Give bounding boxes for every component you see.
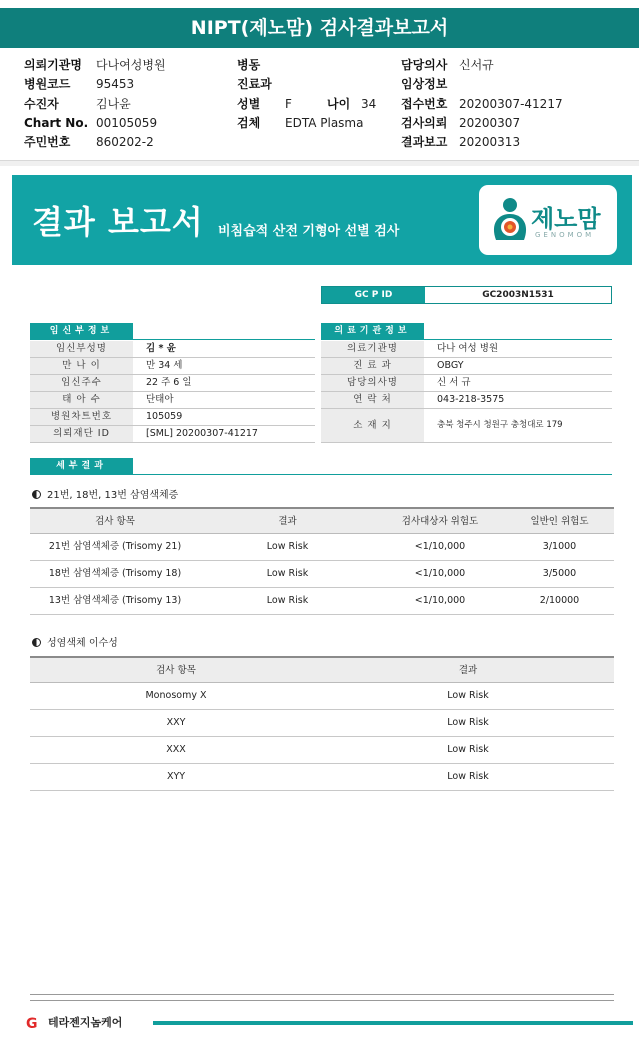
info-key: 연 락 처: [321, 392, 424, 408]
info-key: 진 료 과: [321, 358, 424, 374]
trisomy-heading: [32, 486, 178, 501]
table-cell: <1/10,000: [414, 541, 466, 552]
header-label: 의뢰기관명: [24, 58, 82, 72]
header-col-2: [237, 56, 376, 133]
header-field: [401, 133, 563, 152]
header-label: 병원코드: [24, 77, 71, 92]
header-label: 성별: [237, 96, 261, 111]
table-row: [30, 683, 614, 710]
header-label: 수진자: [24, 96, 59, 111]
header-value: 860202-2: [96, 135, 154, 150]
header-field: [24, 95, 166, 114]
table-cell: <1/10,000: [414, 568, 466, 579]
half-circle-icon: [32, 490, 41, 499]
gcp-id-value: GC2003N1531: [482, 290, 554, 300]
age-label: 나이: [327, 96, 351, 111]
table-row: [30, 710, 614, 737]
patient-section-title: 임신부정보: [30, 323, 133, 339]
header-field: [24, 114, 166, 133]
institution-section-rule: [321, 339, 612, 340]
header-field: [237, 95, 376, 114]
table-cell: Low Risk: [447, 690, 489, 701]
header-value: 95453: [96, 77, 135, 92]
header-value: 김나윤: [96, 96, 131, 111]
header-value: 20200313: [459, 135, 521, 150]
genomom-logo-icon: [488, 194, 532, 246]
table-cell: Low Risk: [447, 771, 489, 782]
info-key: 소 재 지: [321, 409, 424, 442]
table-cell: <1/10,000: [414, 595, 466, 606]
sex-chromosome-heading: [32, 634, 118, 649]
header-value: 00105059: [96, 115, 158, 130]
header-label: 담당의사: [401, 58, 448, 72]
info-key: 임신부성명: [30, 341, 133, 357]
header-field: [401, 75, 563, 94]
table-cell: Low Risk: [266, 595, 309, 606]
info-row: [321, 409, 612, 443]
genomom-logo: [479, 185, 617, 255]
institution-section-title: 의료기관정보: [321, 323, 424, 339]
table-cell: 2/10000: [539, 595, 580, 606]
header-label: 임상정보: [401, 77, 448, 92]
logo-subtext: GENOMOM: [535, 231, 595, 239]
header-value: 다나여성병원: [96, 58, 166, 72]
header-value: 20200307: [459, 115, 521, 130]
info-value: 만 34 세: [146, 360, 183, 371]
brand-logo-icon: G: [26, 1016, 38, 1032]
header-col-3: [401, 56, 563, 152]
header-field: [24, 133, 166, 152]
info-row: [30, 392, 315, 409]
header-field: [24, 75, 166, 94]
info-row: [30, 358, 315, 375]
info-key: 의뢰재단 ID: [30, 426, 133, 442]
info-key: 태 아 수: [30, 392, 133, 408]
column-header: 검사 항목: [156, 665, 196, 676]
header-field: [237, 114, 376, 133]
table-cell: Low Risk: [447, 744, 489, 755]
info-value: [SML] 20200307-41217: [146, 428, 258, 439]
column-header: 결과: [458, 665, 478, 676]
table-cell: Low Risk: [266, 568, 309, 579]
header-divider: [0, 160, 639, 166]
info-key: 임신주수: [30, 375, 133, 391]
header-field: [401, 114, 563, 133]
header-label: 접수번호: [401, 96, 448, 111]
info-row: [321, 358, 612, 375]
trisomy-heading-text: 21번, 18번, 13번 삼염색체증: [47, 490, 179, 501]
table-cell: Low Risk: [447, 717, 489, 728]
info-row: [30, 426, 315, 443]
table-row: [30, 737, 614, 764]
patient-info-table: [30, 341, 315, 443]
banner-title: 결과 보고서: [32, 203, 204, 241]
table-header: [30, 656, 614, 683]
table-row: [30, 534, 614, 561]
sex-chromosome-table: [30, 656, 614, 791]
table-cell: Monosomy X: [145, 690, 207, 701]
half-circle-icon: [32, 638, 41, 647]
detail-section-title: 세부결과: [30, 458, 133, 474]
table-cell: XYY: [166, 771, 186, 782]
footer-accent-bar: [153, 1021, 633, 1025]
footer-brand: [26, 1014, 122, 1032]
header-label: 검체: [237, 115, 261, 130]
info-key: 병원차트번호: [30, 409, 133, 425]
result-banner: [12, 175, 632, 265]
header-field: [401, 56, 563, 75]
info-value: 김 * 윤: [146, 343, 176, 354]
header-label: 주민번호: [24, 135, 71, 150]
info-row: [30, 409, 315, 426]
table-cell: 3/5000: [542, 568, 577, 579]
info-key: 담당의사명: [321, 375, 424, 391]
column-header: 검사대상자 위험도: [401, 516, 479, 527]
info-key: 의료기관명: [321, 341, 424, 357]
banner-subtitle: 비침습적 산전 기형아 선별 검사: [218, 224, 400, 239]
header-value: F: [285, 96, 292, 111]
table-row: [30, 561, 614, 588]
info-value: 105059: [146, 411, 183, 422]
info-value: 단태아: [146, 394, 174, 405]
table-cell: 18번 삼염색체증 (Trisomy 18): [48, 568, 182, 579]
header-field: [237, 75, 376, 94]
trisomy-table: [30, 507, 614, 615]
info-row: [321, 341, 612, 358]
gcp-id-box: [321, 286, 612, 304]
info-value: 충북 청주시 청원구 충청대로 179: [437, 420, 563, 430]
info-value: 043-218-3575: [437, 394, 505, 405]
header-label: Chart No.: [24, 115, 89, 130]
detail-section-rule: [30, 474, 612, 475]
info-value: 신 서 규: [437, 377, 471, 388]
institution-info-table: [321, 341, 612, 443]
info-value: OBGY: [437, 360, 464, 371]
column-header: 검사 항목: [95, 516, 135, 527]
table-cell: 3/1000: [542, 541, 577, 552]
patient-section-rule: [30, 339, 315, 340]
table-cell: 13번 삼염색체증 (Trisomy 13): [48, 595, 182, 606]
info-value: 22 주 6 일: [146, 377, 192, 388]
info-row: [321, 392, 612, 409]
table-header: [30, 507, 614, 534]
header-value: 20200307-41217: [459, 96, 563, 111]
gcp-id-label: GC P ID: [322, 287, 425, 303]
info-row: [30, 341, 315, 358]
footer-divider: [30, 1000, 614, 1001]
header-label: 결과보고: [401, 135, 448, 150]
footer-brand-text: 테라젠지놈케어: [48, 1016, 123, 1029]
info-row: [30, 375, 315, 392]
header-value: 신서규: [459, 58, 494, 72]
table-row: [30, 764, 614, 791]
header-label: 검사의뢰: [401, 115, 448, 130]
header-label: 병동: [237, 58, 261, 72]
report-title: NIPT(제노맘) 검사결과보고서: [0, 8, 639, 48]
header-value: EDTA Plasma: [285, 115, 364, 130]
column-header: 결과: [278, 516, 297, 527]
info-key: 만 나 이: [30, 358, 133, 374]
column-header: 일반인 위험도: [530, 516, 589, 527]
table-cell: XXX: [166, 744, 186, 755]
info-row: [321, 375, 612, 392]
header-label: 진료과: [237, 77, 272, 92]
header-field: [237, 56, 376, 75]
header-field: [401, 95, 563, 114]
table-cell: 21번 삼염색체증 (Trisomy 21): [48, 541, 182, 552]
report-header: [0, 56, 639, 156]
header-field: [24, 56, 166, 75]
table-cell: XXY: [166, 717, 186, 728]
logo-text: 제노맘: [531, 205, 601, 233]
sex-chromosome-heading-text: 성염색체 이수성: [47, 638, 118, 649]
info-value: 다나 여성 병원: [437, 343, 499, 354]
table-row: [30, 588, 614, 615]
footer-divider: [30, 994, 614, 995]
age-value: 34: [361, 96, 377, 111]
table-cell: Low Risk: [266, 541, 309, 552]
header-col-1: [24, 56, 166, 152]
